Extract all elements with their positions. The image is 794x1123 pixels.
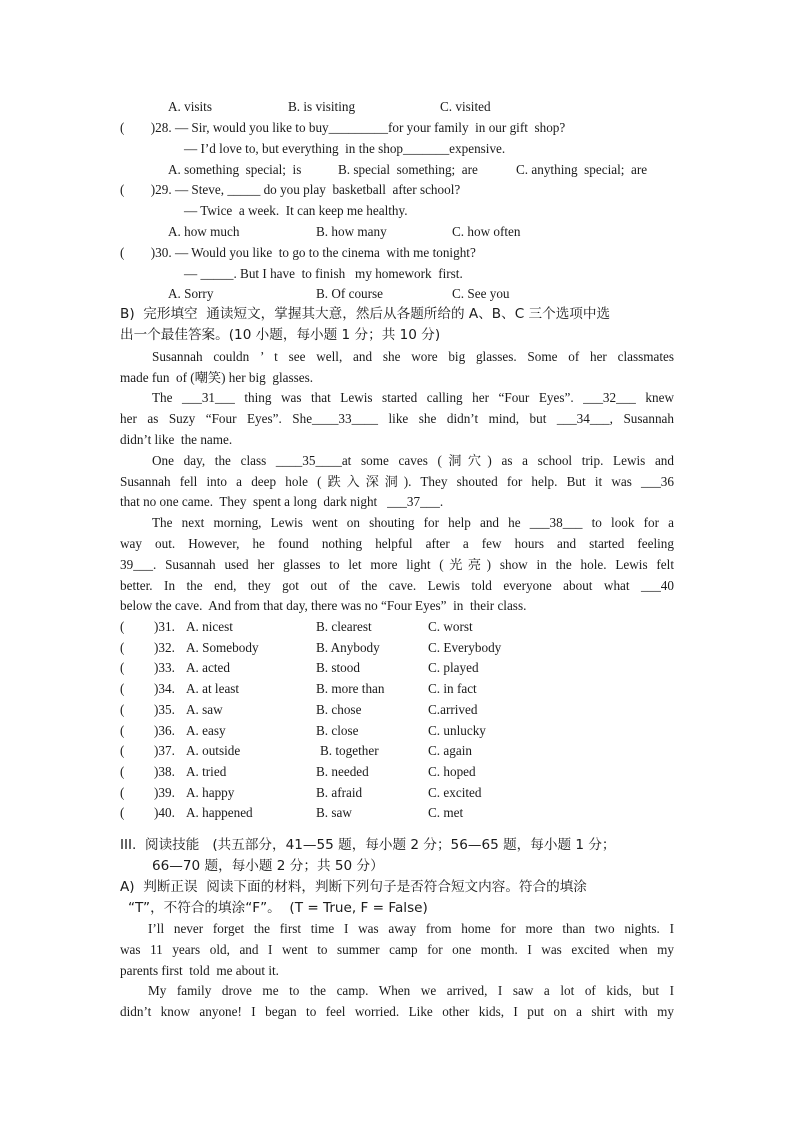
option-c: C. worst bbox=[428, 619, 473, 634]
option-b: B. Anybody bbox=[316, 639, 380, 655]
option-a: A. Somebody bbox=[186, 639, 259, 655]
q30-answer: — _____. But I have to finish my homework first. bbox=[184, 266, 463, 281]
option-c: C. met bbox=[428, 805, 464, 821]
option-c: C. unlucky bbox=[428, 722, 486, 738]
question-number: )32. bbox=[154, 639, 175, 655]
option-a: A. happened bbox=[186, 805, 253, 821]
passage-line: The next morning, Lewis went on shouting for help and he ___38___ to look for a bbox=[152, 515, 674, 530]
section-heading: III. 阅读技能 (共五部分，41—55 题，每小题 2 分；56—65 题，每小题 1 分； bbox=[120, 837, 616, 853]
option-c: C. played bbox=[428, 660, 479, 676]
part-a-heading: A) 判断正误 阅读下面的材料，判断下列句子是否符合短文内容。符合的填涂 bbox=[120, 879, 587, 895]
passage-line: way out. However, he found nothing helpful after a few hours and started feeling bbox=[120, 536, 674, 551]
q27-option-c: C. visited bbox=[440, 99, 491, 114]
answer-paren: ( bbox=[120, 681, 125, 697]
passage-line: made fun of (嘲笑) her big glasses. bbox=[120, 370, 314, 385]
option-c: C. excited bbox=[428, 784, 482, 800]
question-number: )39. bbox=[154, 784, 175, 800]
option-c: C.arrived bbox=[428, 701, 478, 717]
option-c: C. again bbox=[428, 743, 472, 759]
q30-option-c: C. See you bbox=[452, 286, 510, 301]
q28-stem: ( )28. — Sir, would you like to buy_________for your family in our gift shop? bbox=[120, 120, 566, 135]
passage-line: her as Suzy “Four Eyes”. She____33____ like she didn’t mind, but ___34___, Susannah bbox=[120, 411, 674, 426]
question-number: )31. bbox=[154, 619, 175, 634]
q28-answer: — I’d love to, but everything in the shop_______expensive. bbox=[184, 141, 506, 156]
reading-line: was 11 years old, and I went to summer camp for one month. I was excited when my bbox=[120, 942, 674, 957]
q27-option-a: A. visits bbox=[168, 99, 212, 114]
question-number: )36. bbox=[154, 722, 175, 738]
answer-paren: ( bbox=[120, 805, 125, 821]
option-a: A. nicest bbox=[186, 619, 233, 634]
question-number: )37. bbox=[154, 743, 175, 759]
option-b: B. stood bbox=[316, 660, 360, 676]
option-a: A. happy bbox=[186, 784, 235, 800]
question-number: )33. bbox=[154, 660, 175, 676]
option-b: B. needed bbox=[316, 763, 369, 779]
option-a: A. easy bbox=[186, 722, 226, 738]
option-c: C. Everybody bbox=[428, 639, 502, 655]
question-number: )34. bbox=[154, 681, 175, 697]
q29-option-c: C. how often bbox=[452, 224, 521, 239]
q29-stem: ( )29. — Steve, _____ do you play basketball after school? bbox=[120, 182, 461, 197]
option-c: C. in fact bbox=[428, 681, 477, 697]
answer-paren: ( bbox=[120, 743, 125, 759]
passage-line: One day, the class ____35____at some caves (洞穴) as a school trip. Lewis and bbox=[152, 453, 674, 468]
q30-stem: ( )30. — Would you like to go to the cinema with me tonight? bbox=[120, 245, 476, 260]
option-a: A. tried bbox=[186, 763, 227, 779]
passage-line: Susannah couldn ’ t see well, and she wore big glasses. Some of her classmates bbox=[152, 349, 674, 364]
reading-line: didn’t know anyone! I began to feel worried. Like other kids, I put on a shirt with my bbox=[120, 1004, 674, 1019]
q28-option-c: C. anything special; are bbox=[516, 162, 648, 177]
option-a: A. outside bbox=[186, 743, 241, 759]
reading-line: I’ll never forget the first time I was away from home for more than two nights. I bbox=[148, 921, 674, 936]
cloze-heading: B) 完形填空 通读短文，掌握其大意，然后从各题所给的 A、B、C 三个选项中选 bbox=[120, 306, 611, 322]
cloze-heading-cont: 出一个最佳答案。(10 小题，每小题 1 分；共 10 分) bbox=[120, 327, 441, 343]
option-b: B. close bbox=[316, 722, 359, 738]
question-number: )38. bbox=[154, 763, 175, 779]
question-number: )40. bbox=[154, 805, 175, 821]
answer-paren: ( bbox=[120, 763, 125, 779]
passage-line: Susannah fell into a deep hole (跌入深洞). They shouted for help. But it was ___36 bbox=[120, 474, 674, 489]
answer-paren: ( bbox=[120, 619, 125, 634]
option-b: B. saw bbox=[316, 805, 352, 821]
option-b: B. clearest bbox=[316, 619, 372, 634]
option-b: B. chose bbox=[316, 701, 362, 717]
reading-line: parents first told me about it. bbox=[120, 963, 279, 978]
q29-option-a: A. how much bbox=[168, 224, 240, 239]
option-b: B. together bbox=[320, 743, 379, 759]
q28-option-b: B. special something; are bbox=[338, 162, 478, 177]
option-b: B. afraid bbox=[316, 784, 363, 800]
answer-paren: ( bbox=[120, 784, 125, 800]
q28-option-a: A. something special; is bbox=[168, 162, 302, 177]
option-a: A. acted bbox=[186, 660, 230, 676]
answer-paren: ( bbox=[120, 701, 125, 717]
passage-line: that no one came. They spent a long dark night ___37___. bbox=[120, 494, 444, 509]
passage-line: didn’t like the name. bbox=[120, 432, 233, 447]
question-number: )35. bbox=[154, 701, 175, 717]
option-a: A. at least bbox=[186, 681, 240, 697]
answer-paren: ( bbox=[120, 660, 125, 676]
part-a-heading-cont: “T”，不符合的填涂“F”。 (T = True, F = False) bbox=[128, 900, 428, 916]
passage-line: 39___. Susannah used her glasses to let more light (光亮) show in the hole. Lewis felt bbox=[120, 557, 674, 572]
answer-paren: ( bbox=[120, 639, 125, 655]
reading-line: My family drove me to the camp. When we arrived, I saw a lot of kids, but I bbox=[148, 983, 674, 998]
passage-line: below the cave. And from that day, there was no “Four Eyes” in their class. bbox=[120, 598, 527, 613]
q29-answer: — Twice a week. It can keep me healthy. bbox=[184, 203, 408, 218]
q29-option-b: B. how many bbox=[316, 224, 387, 239]
passage-line: better. In the end, they got out of the cave. Lewis told everyone about what ___40 bbox=[120, 578, 674, 593]
section-heading-cont: 66—70 题，每小题 2 分；共 50 分） bbox=[152, 858, 384, 874]
option-c: C. hoped bbox=[428, 763, 476, 779]
q30-option-a: A. Sorry bbox=[168, 286, 214, 301]
q27-option-b: B. is visiting bbox=[288, 99, 356, 114]
q30-option-b: B. Of course bbox=[316, 286, 384, 301]
option-b: B. more than bbox=[316, 681, 385, 697]
passage-line: The ___31___ thing was that Lewis started calling her “Four Eyes”. ___32___ knew bbox=[152, 390, 674, 405]
answer-paren: ( bbox=[120, 722, 125, 738]
option-a: A. saw bbox=[186, 701, 223, 717]
